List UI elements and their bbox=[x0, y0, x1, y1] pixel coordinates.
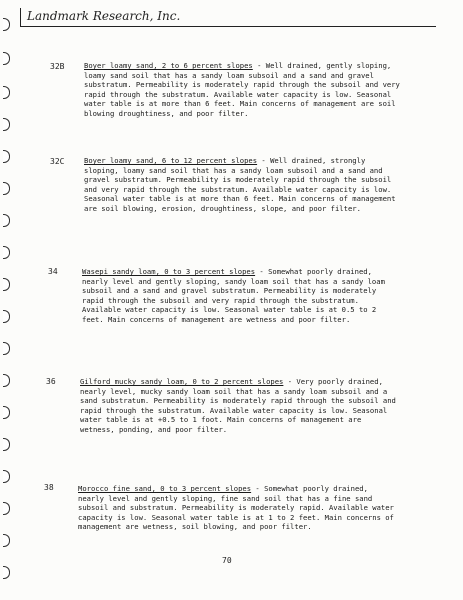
soil-title: Boyer loamy sand, 6 to 12 percent slopes bbox=[84, 156, 258, 165]
binder-hole bbox=[3, 18, 10, 31]
binder-hole bbox=[3, 438, 10, 451]
soil-description bbox=[78, 484, 396, 532]
binder-hole bbox=[3, 470, 10, 483]
binder-hole bbox=[3, 150, 10, 163]
map-unit-number: 36 bbox=[46, 377, 56, 386]
soil-title: Gilford mucky sandy loam, 0 to 2 percent slopes bbox=[80, 377, 284, 386]
soil-title: Morocco fine sand, 0 to 3 percent slopes bbox=[78, 484, 252, 493]
binder-holes bbox=[0, 0, 14, 600]
soil-description-text: - Well drained, strongly sloping, loamy sand soil that has a sandy loam subsoil and a sand and gravel substratum. Permeability is moderately rapid through the subsoil and very rapid through the substratum. Available water capacity is low. Seasonal water table is at more than 6 feet. Main concerns of management are soil blowing, erosion, droughtiness, slope, and poor filter. bbox=[84, 156, 396, 213]
binder-hole bbox=[3, 310, 10, 323]
letterhead-logo: Landmark Research, Inc. bbox=[27, 9, 181, 23]
map-unit-number: 32B bbox=[50, 62, 65, 71]
binder-hole bbox=[3, 406, 10, 419]
binder-hole bbox=[3, 278, 10, 291]
binder-hole bbox=[3, 342, 10, 355]
binder-hole bbox=[3, 502, 10, 515]
binder-hole bbox=[3, 182, 10, 195]
binder-hole bbox=[3, 118, 10, 131]
binder-hole bbox=[3, 374, 10, 387]
soil-description bbox=[84, 156, 402, 213]
soil-title: Wasepi sandy loam, 0 to 3 percent slopes bbox=[82, 267, 256, 276]
soil-description bbox=[80, 377, 398, 434]
binder-hole bbox=[3, 534, 10, 547]
letterhead-rule bbox=[20, 26, 436, 27]
binder-hole bbox=[3, 246, 10, 259]
soil-description bbox=[84, 61, 402, 118]
binder-hole bbox=[3, 566, 10, 579]
map-unit-number: 34 bbox=[48, 267, 58, 276]
map-unit-number: 38 bbox=[44, 483, 54, 492]
page-number: 70 bbox=[222, 556, 232, 565]
soil-description-text: - Somewhat poorly drained, nearly level and gently sloping, sandy loam soil that has a sandy loam subsoil and a sand and gravel substratum. Permeability is moderately rapid through the subsoil and very rapid through the substratum. Available water capacity is low. Seasonal water table is at 0.5 to 2 feet. Main concerns of management are wetness and poor filter. bbox=[82, 267, 385, 324]
soil-description-text: - Somewhat poorly drained, nearly level and gently sloping, fine sand soil that has a fine sand subsoil and substratum. Permeability is moderately rapid. Available water capacity is low. Seasonal water table is at 1 to 2 feet. Main concerns of management are wetness, soil blowing, and poor filter. bbox=[78, 484, 394, 531]
binder-hole bbox=[3, 214, 10, 227]
soil-title: Boyer loamy sand, 2 to 6 percent slopes bbox=[84, 61, 253, 70]
soil-description-text: - Very poorly drained, nearly level, mucky sandy loam soil that has a sandy loam subsoil and a sand substratum. Permeability is moderately rapid through the subsoil and rapid through the substratum. Available water capacity is low. Seasonal water table is at +0.5 to 1 foot. Main concerns of management are wetness, ponding, and poor filter. bbox=[80, 377, 396, 434]
soil-description-text: - Well drained, gently sloping, loamy sand soil that has a sandy loam subsoil and a sand and gravel substratum. Permeability is moderately rapid through the subsoil and very rapid through the substratum. Available water capacity is low. Seasonal water table is at more than 6 feet. Main concerns of management are soil blowing droughtiness, and poor filter. bbox=[84, 61, 400, 118]
binder-hole bbox=[3, 86, 10, 99]
map-unit-number: 32C bbox=[50, 157, 65, 166]
binder-hole bbox=[3, 52, 10, 65]
soil-description bbox=[82, 267, 400, 324]
letterhead-rule-vertical bbox=[20, 8, 21, 26]
